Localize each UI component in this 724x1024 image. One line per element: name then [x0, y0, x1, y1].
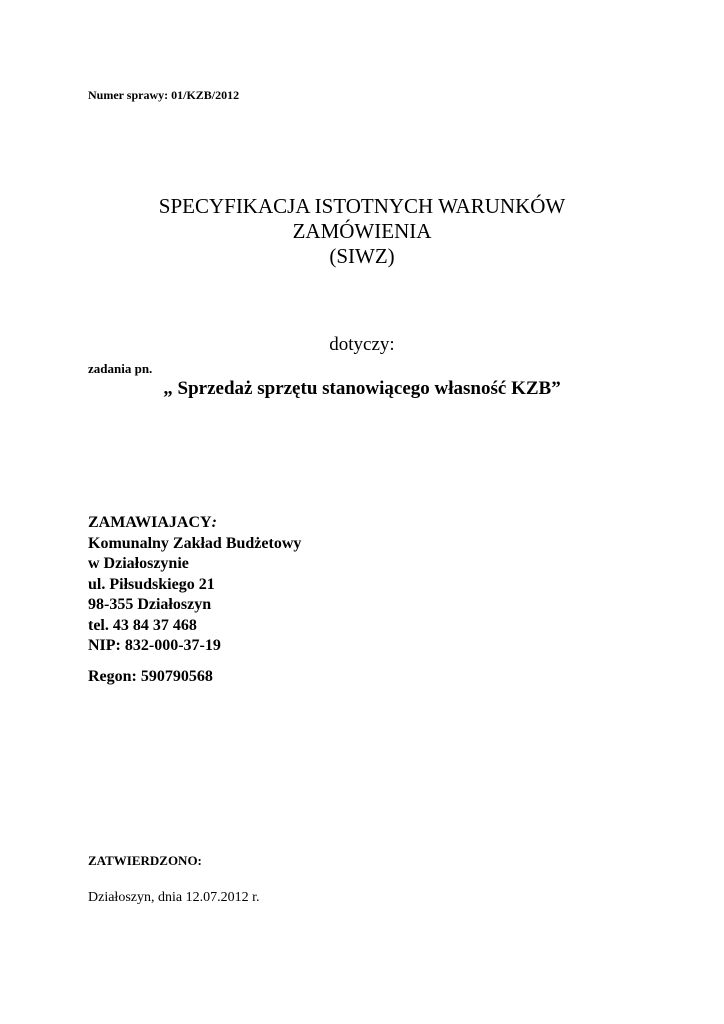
case-number: Numer sprawy: 01/KZB/2012: [88, 88, 240, 102]
title-line-1: SPECYFIKACJA ISTOTNYCH WARUNKÓW: [158, 194, 566, 218]
task-label: zadania pn.: [88, 361, 153, 376]
task-name: „ Sprzedaż sprzętu stanowiącego własność KZB”: [163, 378, 561, 399]
concerns-label: dotyczy:: [329, 334, 395, 355]
authority-name-line-2: w Działoszynie: [88, 555, 189, 572]
authority-nip: NIP: 832-000-37-19: [88, 637, 221, 654]
authority-regon: Regon: 590790568: [88, 668, 213, 685]
authority-postal-city: 98-355 Działoszyn: [88, 596, 212, 613]
authority-phone: tel. 43 84 37 468: [88, 616, 197, 634]
authority-name-line-1: Komunalny Zakład Budżetowy: [88, 534, 302, 552]
date-line: Działoszyn, dnia 12.07.2012 r.: [88, 890, 260, 905]
document-title: [0, 194, 724, 269]
contracting-authority-block: [88, 513, 301, 657]
contracting-authority-heading: ZAMAWIAJACY:: [88, 514, 217, 531]
approved-label: ZATWIERDZONO:: [88, 853, 202, 868]
title-line-3: (SIWZ): [329, 244, 395, 268]
title-line-2: ZAMÓWIENIA: [292, 219, 432, 243]
authority-street: ul. Piłsudskiego 21: [88, 575, 215, 593]
